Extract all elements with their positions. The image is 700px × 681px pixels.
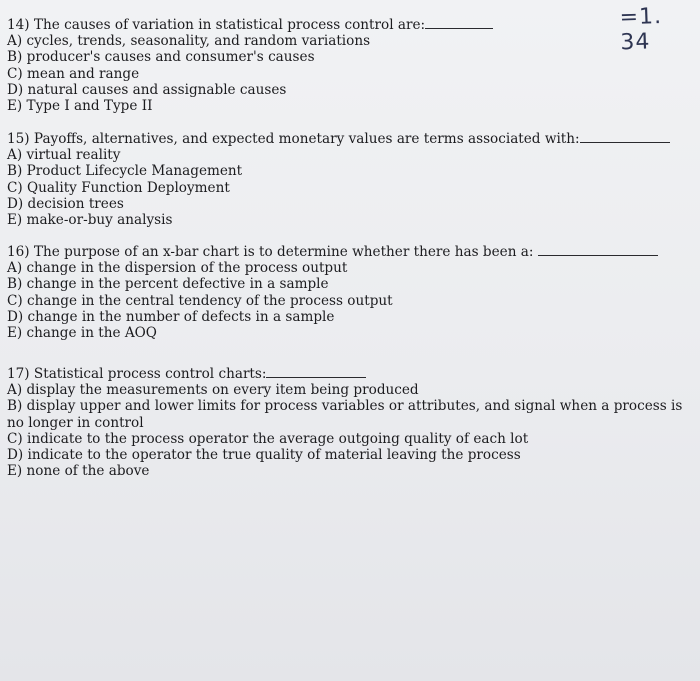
question-16 xyxy=(7,244,697,341)
option-c: C) mean and range xyxy=(7,65,140,82)
question-stem xyxy=(7,17,697,33)
option-a: A) virtual reality xyxy=(7,147,121,164)
option-a: A) cycles, trends, seasonality, and random variations xyxy=(7,33,371,50)
answer-blank[interactable] xyxy=(538,244,658,256)
option-e: E) change in the AOQ xyxy=(7,325,157,342)
question-stem-text: 15) Payoffs, alternatives, and expected monetary values are terms associated with: xyxy=(7,131,580,147)
question-14 xyxy=(7,17,697,114)
question-15 xyxy=(7,131,697,228)
option-a: A) display the measurements on every item being produced xyxy=(7,382,419,399)
option-d: D) indicate to the operator the true quality of material leaving the process xyxy=(7,447,521,464)
option-e: E) none of the above xyxy=(7,463,150,480)
question-stem xyxy=(7,131,697,147)
option-e: E) Type I and Type II xyxy=(7,98,153,115)
question-stem-text: 14) The causes of variation in statistical process control are: xyxy=(7,17,426,33)
question-stem xyxy=(7,244,697,260)
option-b: B) change in the percent defective in a sample xyxy=(7,276,329,293)
answer-blank[interactable] xyxy=(425,17,493,29)
question-stem xyxy=(7,366,697,382)
option-b: B) display upper and lower limits for process variables or attributes, and signal when a process is no longer in control xyxy=(7,398,683,431)
handwritten-note: =1. 34 xyxy=(619,3,663,56)
option-c: C) indicate to the process operator the average outgoing quality of each lot xyxy=(7,430,529,447)
answer-blank[interactable] xyxy=(266,366,366,378)
option-c: C) Quality Function Deployment xyxy=(7,179,230,196)
question-17 xyxy=(7,366,697,479)
option-b: B) producer's causes and consumer's causes xyxy=(7,49,315,66)
option-d: D) change in the number of defects in a sample xyxy=(7,308,335,325)
option-b: B) Product Lifecycle Management xyxy=(7,163,243,180)
option-d: D) natural causes and assignable causes xyxy=(7,81,287,98)
option-e: E) make-or-buy analysis xyxy=(7,212,173,229)
question-stem-text: 16) The purpose of an x-bar chart is to determine whether there has been a: xyxy=(7,244,534,260)
option-c: C) change in the central tendency of the process output xyxy=(7,292,393,309)
question-stem-text: 17) Statistical process control charts: xyxy=(7,366,267,382)
option-d: D) decision trees xyxy=(7,195,124,212)
answer-blank[interactable] xyxy=(580,131,670,143)
option-a: A) change in the dispersion of the process output xyxy=(7,260,348,277)
